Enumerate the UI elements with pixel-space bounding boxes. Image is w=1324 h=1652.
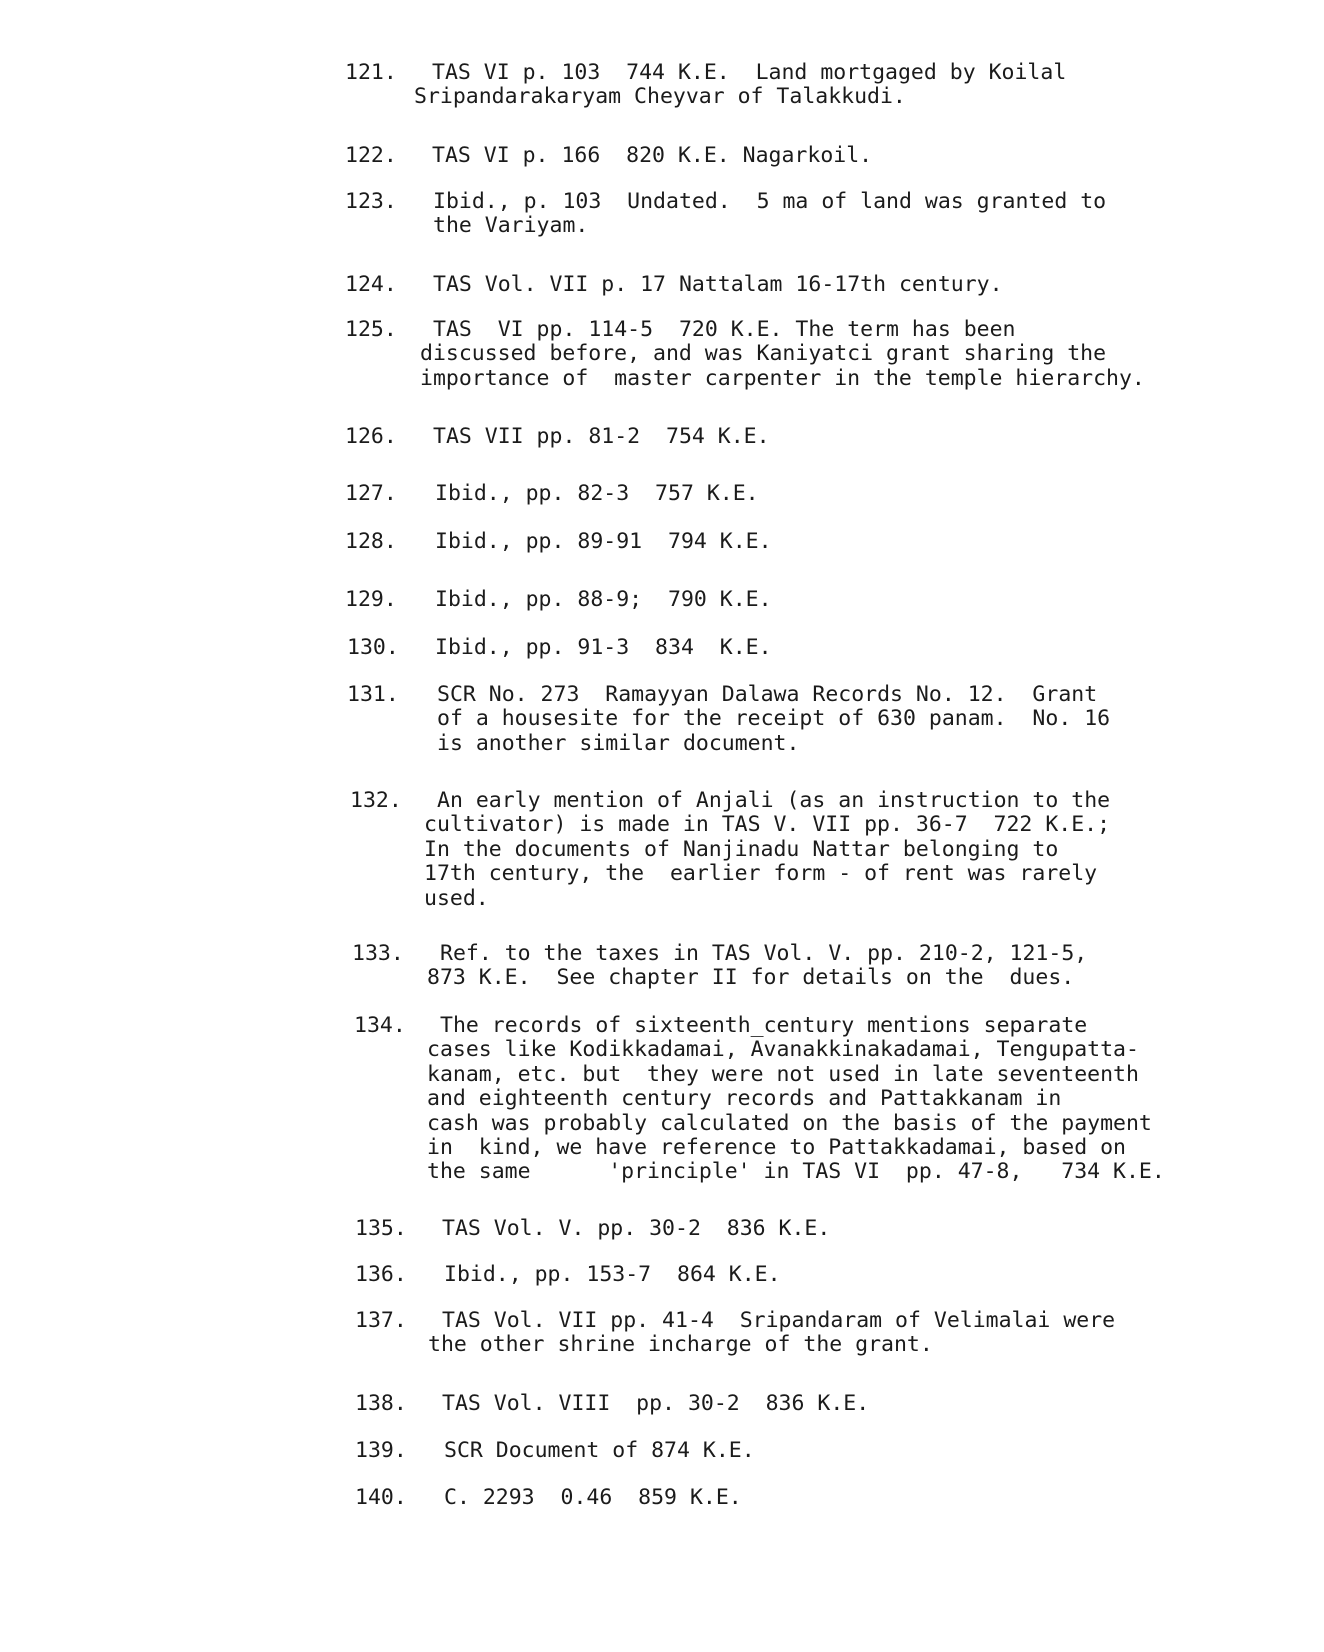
footnote-text-line: importance of master carpenter in the temple hierarchy.: [420, 365, 1145, 391]
footnote-text-line: Ibid., pp. 89-91 794 K.E.: [435, 529, 772, 554]
footnote-text-line: TAS Vol. VII p. 17 Nattalam 16-17th century.: [433, 272, 1003, 297]
footnote-text-line: TAS VII pp. 81-2 754 K.E.: [433, 424, 770, 449]
footnote-text-line: SCR No. 273 Ramayyan Dalawa Records No. 12. Grant: [437, 682, 1098, 707]
footnote-text-line: Ibid., pp. 153-7 864 K.E.: [444, 1262, 781, 1287]
footnote-text-line: the same 'principle' in TAS VI pp. 47-8, 734 K.E.: [427, 1159, 1165, 1185]
footnote-text-line: The records of sixteenth_century mentions separate: [440, 1013, 1088, 1038]
footnote-text-line: TAS VI pp. 114-5 720 K.E. The term has been: [433, 317, 1016, 342]
footnote-text-line: In the documents of Nanjinadu Nattar belonging to: [424, 836, 1059, 862]
footnote-text-line: of a housesite for the receipt of 630 panam. No. 16: [437, 706, 1111, 732]
footnote-number: 130.: [347, 635, 399, 660]
footnote-number: 125.: [345, 317, 397, 342]
footnote-number: 138.: [355, 1391, 407, 1416]
footnote-text-line: in kind, we have reference to Pattakkadamai, based on: [427, 1135, 1126, 1160]
footnote-number: 126.: [345, 424, 397, 449]
footnote-text-line: Ibid., pp. 82-3 757 K.E.: [435, 481, 759, 506]
footnote-text-line: 873 K.E. See chapter II for details on the dues.: [427, 965, 1075, 991]
footnote-number: 135.: [355, 1216, 407, 1241]
footnote-number: 131.: [347, 682, 399, 707]
footnote-text-line: kanam, etc. but they were not used in late seventeenth: [427, 1061, 1139, 1087]
footnote-number: 128.: [345, 529, 397, 554]
footnote-text-line: SCR Document of 874 K.E.: [444, 1438, 755, 1463]
footnote-number: 139.: [355, 1438, 407, 1463]
footnote-text-line: TAS VI p. 166 820 K.E. Nagarkoil.: [432, 143, 873, 168]
footnote-text-line: 17th century, the earlier form - of rent was rarely: [424, 861, 1098, 887]
footnote-text-line: Sripandarakaryam Cheyvar of Talakkudi.: [414, 84, 906, 110]
footnote-text-line: used.: [424, 885, 489, 911]
footnote-number: 129.: [345, 587, 397, 612]
footnote-text-line: TAS Vol. VII pp. 41-4 Sripandaram of Velimalai were: [442, 1308, 1116, 1333]
footnote-number: 122.: [345, 143, 397, 168]
footnote-text-line: cases like Kodikkadamai, Avanakkinakadamai, Tengupatta-: [427, 1037, 1139, 1063]
footnote-text-line: TAS Vol. VIII pp. 30-2 836 K.E.: [442, 1391, 870, 1416]
footnote-number: 133.: [352, 941, 404, 966]
footnote-number: 132.: [350, 788, 402, 813]
footnote-number: 121.: [345, 60, 397, 85]
footnote-text-line: discussed before, and was Kaniyatci grant sharing the: [420, 341, 1107, 367]
footnote-text-line: and eighteenth century records and Pattakkanam in: [427, 1086, 1062, 1112]
footnote-text-line: Ibid., pp. 88-9; 790 K.E.: [435, 587, 772, 612]
footnote-text-line: An early mention of Anjali (as an instruction to the: [437, 788, 1111, 813]
footnote-text-line: Ibid., pp. 91-3 834 K.E.: [435, 635, 772, 660]
footnote-text-line: is another similar document.: [437, 730, 800, 756]
footnote-number: 137.: [355, 1308, 407, 1333]
footnote-number: 134.: [354, 1013, 406, 1038]
footnote-number: 140.: [355, 1485, 407, 1510]
footnote-text-line: TAS Vol. V. pp. 30-2 836 K.E.: [442, 1216, 831, 1241]
footnote-text-line: the Variyam.: [433, 213, 589, 239]
footnote-number: 124.: [345, 272, 397, 297]
footnote-number: 123.: [345, 189, 397, 214]
footnote-number: 127.: [345, 481, 397, 506]
footnote-text-line: TAS VI p. 103 744 K.E. Land mortgaged by Koilal: [432, 60, 1067, 85]
footnote-text-line: the other shrine incharge of the grant.: [428, 1332, 933, 1358]
footnote-text-line: cultivator) is made in TAS V. VII pp. 36-7 722 K.E.;: [424, 812, 1111, 838]
footnote-text-line: Ref. to the taxes in TAS Vol. V. pp. 210-2, 121-5,: [440, 941, 1088, 966]
footnote-text-line: cash was probably calculated on the basis of the payment: [427, 1110, 1152, 1136]
footnote-text-line: Ibid., p. 103 Undated. 5 ma of land was granted to: [433, 189, 1107, 214]
footnote-number: 136.: [355, 1262, 407, 1287]
footnote-text-line: C. 2293 0.46 859 K.E.: [444, 1485, 742, 1510]
